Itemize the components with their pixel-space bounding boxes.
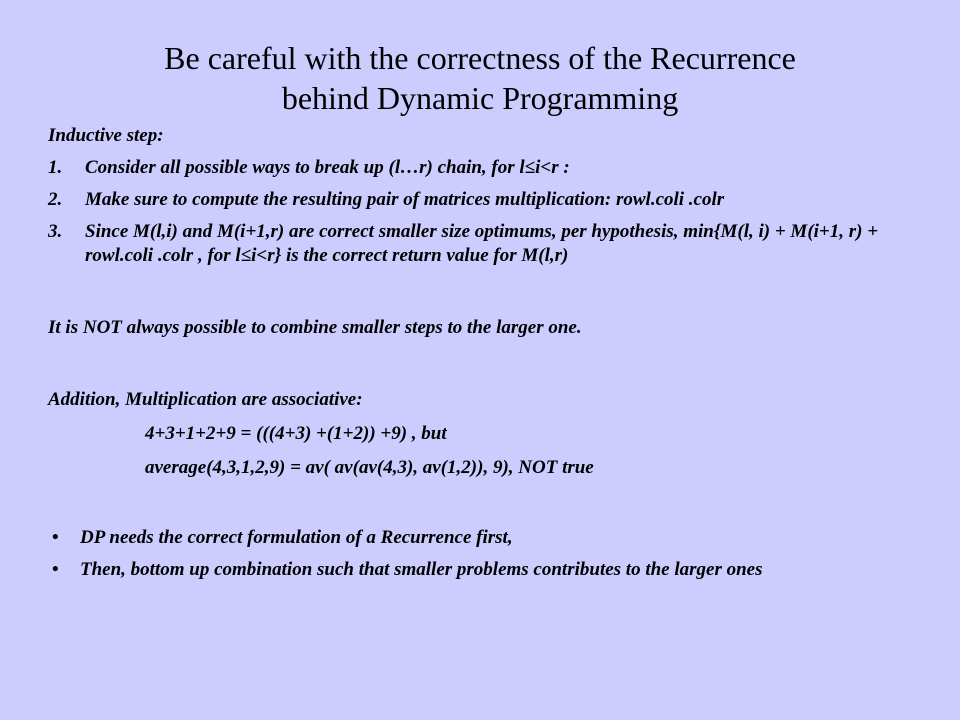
- inductive-heading: Inductive step:: [48, 125, 164, 146]
- bullet-text: DP needs the correct formulation of a Recurrence first,: [80, 527, 513, 548]
- steps-list: [48, 156, 928, 268]
- step-text: Make sure to compute the resulting pair of matrices multiplication: rowl.coli .colr: [85, 189, 725, 210]
- example-sum: 4+3+1+2+9 = (((4+3) +(1+2)) +9) , but: [145, 423, 447, 444]
- step-text: Consider all possible ways to break up (l…r) chain, for l≤i<r :: [85, 157, 570, 178]
- bullet-dot: •: [52, 559, 59, 580]
- associative-heading: Addition, Multiplication are associative:: [48, 389, 363, 410]
- step-text: Since M(l,i) and M(i+1,r) are correct smaller size optimums, per hypothesis, min{M(l, i) + M(i+1, r) + rowl.coli .colr , for l≤i<r} is the correct return value for M(l,r): [85, 221, 879, 266]
- step-number: 3.: [48, 221, 63, 242]
- title-line-2: behind Dynamic Programming: [281, 80, 679, 116]
- slide-title: [0, 38, 960, 118]
- slide-body: [48, 124, 928, 582]
- bullet-dot: •: [52, 527, 59, 548]
- step-item: [48, 220, 928, 268]
- step-number: 2.: [48, 189, 63, 210]
- step-item: [48, 156, 928, 180]
- step-number: 1.: [48, 157, 63, 178]
- not-always-note: It is NOT always possible to combine smaller steps to the larger one.: [48, 317, 582, 338]
- bullet-text: Then, bottom up combination such that smaller problems contributes to the larger ones: [80, 559, 763, 580]
- step-item: [48, 188, 928, 212]
- bullet-item: [48, 526, 928, 550]
- example-average: average(4,3,1,2,9) = av( av(av(4,3), av(1,2)), 9), NOT true: [145, 457, 594, 478]
- bullet-list: [48, 526, 928, 582]
- title-line-1: Be careful with the correctness of the Recurrence: [164, 40, 796, 76]
- bullet-item: [48, 558, 928, 582]
